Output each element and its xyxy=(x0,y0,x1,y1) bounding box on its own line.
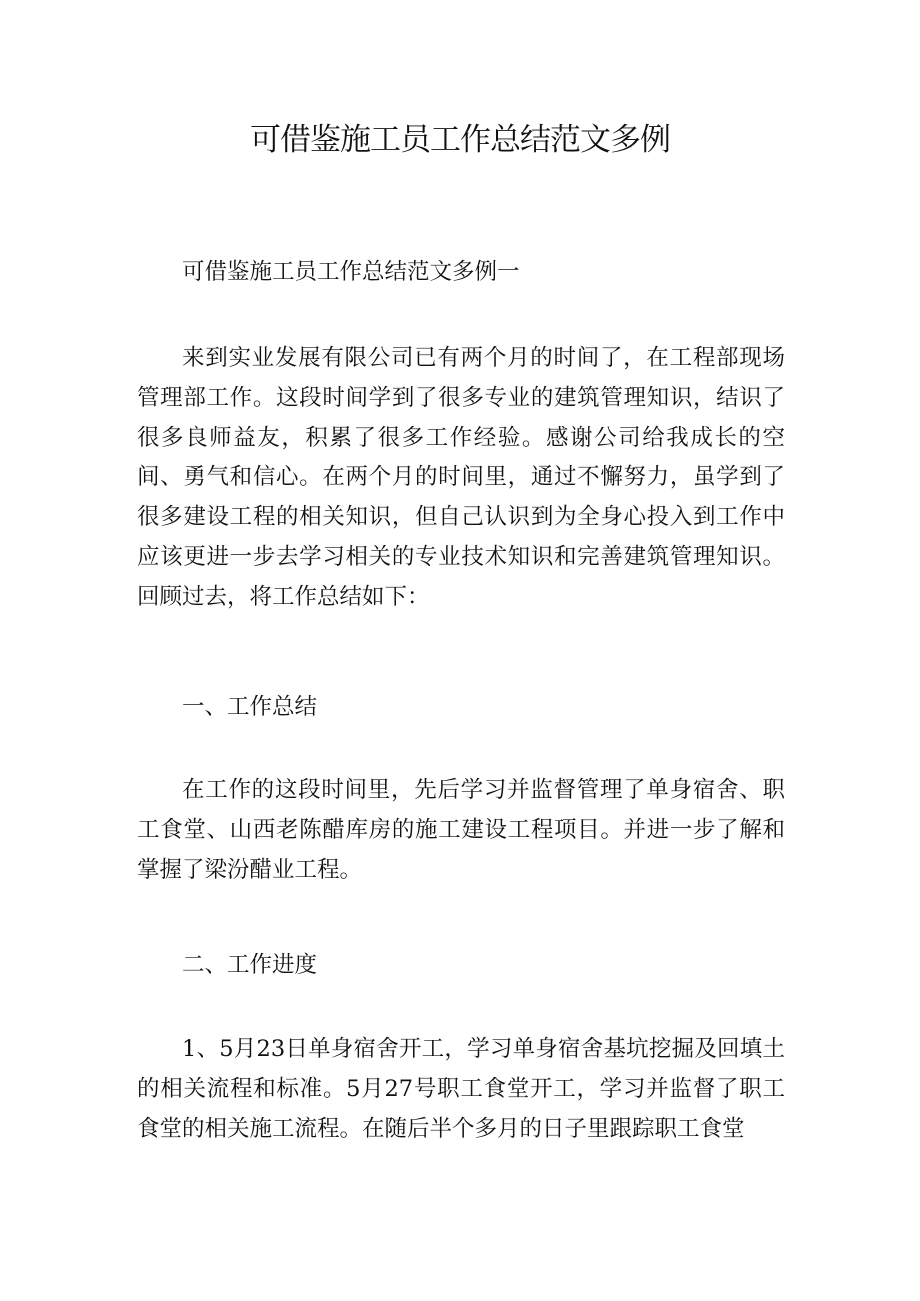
work-progress-paragraph: 1、5月23日单身宿舍开工，学习单身宿舍基坑挖掘及回填土的相关流程和标准。5月27号职工食堂开工，学习并监督了职工食堂的相关施工流程。在随后半个多月的日子里跟踪职工食堂 xyxy=(137,1036,785,1142)
document-title: 可借鉴施工员工作总结范文多例 xyxy=(250,122,670,158)
work-summary-paragraph: 在工作的这段时间里，先后学习并监督管理了单身宿舍、职工食堂、山西老陈醋库房的施工建设工程项目。并进一步了解和掌握了梁汾醋业工程。 xyxy=(137,777,785,883)
subtitle: 可借鉴施工员工作总结范文多例一 xyxy=(182,259,520,285)
section-heading-work-summary: 一、工作总结 xyxy=(182,694,318,720)
section-heading-work-progress: 二、工作进度 xyxy=(182,952,318,978)
intro-paragraph: 来到实业发展有限公司已有两个月的时间了，在工程部现场管理部工作。这段时间学到了很多专业的建筑管理知识，结识了很多良师益友，积累了很多工作经验。感谢公司给我成长的空间、勇气和信心。在两个月的时间里，通过不懈努力，虽学到了很多建设工程的相关知识，但自己认识到为全身心投入到工作中应该更进一步去学习相关的专业技术知识和完善建筑管理知识。回顾过去，将工作总结如下： xyxy=(137,345,785,610)
